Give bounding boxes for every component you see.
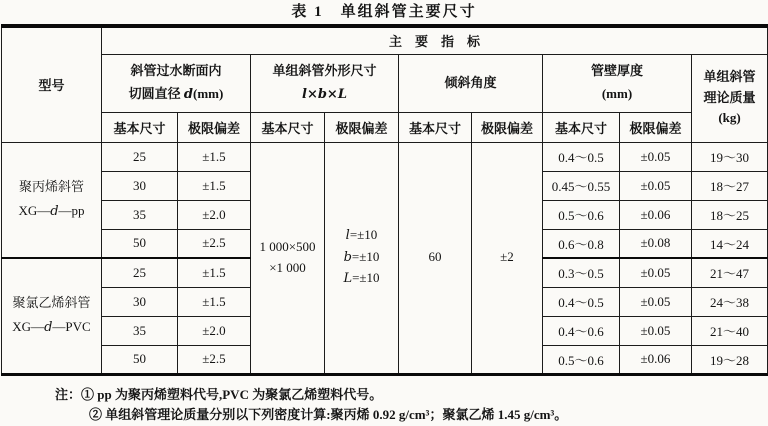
note1-text: pp 为聚丙烯塑料代号,PVC 为聚氯乙烯塑料代号。 — [94, 386, 383, 402]
d-dev-cell: ±2.0 — [178, 316, 251, 345]
wall-dev-cell: ±0.05 — [620, 142, 692, 171]
subheader-basic: 基本尺寸 — [251, 112, 325, 142]
d-basic-cell: 35 — [102, 200, 178, 229]
header-mass-line2: 理论质量 — [703, 89, 756, 105]
note2-text: 单组斜管理论质量分别以下列密度计算:聚丙烯 0.92 g/cm³；聚氯乙烯 1.45 g/cm³。 — [102, 406, 568, 422]
wall-dev-cell: ±0.08 — [620, 229, 692, 258]
mass-cell: 18～25 — [692, 200, 768, 229]
mass-cell: 19～28 — [692, 345, 768, 374]
mass-cell: 19～30 — [692, 142, 768, 171]
wall-cell: 0.5～0.6 — [543, 345, 620, 374]
header-wall-line2: (mm) — [601, 86, 633, 101]
mass-cell: 21～47 — [692, 258, 768, 287]
note1-number: ① — [81, 386, 95, 402]
model-cell-pvc — [2, 258, 102, 374]
note-label: 注： — [55, 386, 82, 402]
mass-cell: 14～24 — [692, 229, 768, 258]
subheader-limit: 极限偏差 — [472, 112, 543, 142]
header-model: 型号 — [2, 26, 102, 142]
header-shape — [251, 54, 399, 112]
footnote-2 — [55, 405, 768, 425]
header-wall — [543, 54, 692, 112]
model-code: XG—d—PVC — [12, 319, 91, 336]
d-dev-cell: ±2.5 — [178, 229, 251, 258]
subheader-basic: 基本尺寸 — [543, 112, 620, 142]
d-basic-cell: 30 — [102, 171, 178, 200]
subheader-basic: 基本尺寸 — [102, 112, 178, 142]
angle-limit-merged-cell: ±2 — [472, 142, 543, 374]
model-cell-pp — [2, 142, 102, 258]
wall-cell: 0.6～0.8 — [543, 229, 620, 258]
d-dev-cell: ±1.5 — [178, 171, 251, 200]
footnotes — [55, 385, 768, 425]
shape-limit-merged-cell: l=±10 b=±10 L=±10 — [325, 142, 399, 374]
d-basic-cell: 30 — [102, 287, 178, 316]
wall-cell: 0.4～0.5 — [543, 287, 620, 316]
d-dev-cell: ±2.0 — [178, 200, 251, 229]
wall-cell: 0.45～0.55 — [543, 171, 620, 200]
d-basic-cell: 25 — [102, 258, 178, 287]
header-mass — [692, 54, 768, 142]
d-basic-cell: 50 — [102, 229, 178, 258]
header-shape-line2: l×b×L — [302, 86, 347, 102]
header-angle: 倾斜角度 — [399, 54, 543, 112]
header-mass-line3: (kg) — [718, 110, 741, 126]
d-dev-cell: ±1.5 — [178, 287, 251, 316]
d-dev-cell: ±1.5 — [178, 258, 251, 287]
wall-dev-cell: ±0.06 — [620, 345, 692, 374]
header-wall-line1: 管壁厚度 — [590, 63, 643, 79]
wall-cell: 0.5～0.6 — [543, 200, 620, 229]
d-dev-cell: ±2.5 — [178, 345, 251, 374]
angle-basic-merged-cell: 60 — [399, 142, 472, 374]
wall-cell: 0.4～0.5 — [543, 142, 620, 171]
spec-table — [1, 24, 768, 376]
wall-dev-cell: ±0.05 — [620, 316, 692, 345]
header-diameter-line1: 斜管过水断面内 — [130, 62, 222, 78]
model-name: 聚丙烯斜管 — [18, 178, 84, 194]
model-name: 聚氯乙烯斜管 — [12, 294, 91, 310]
mass-cell: 24～38 — [692, 287, 768, 316]
wall-dev-cell: ±0.05 — [620, 258, 692, 287]
d-basic-cell: 25 — [102, 142, 178, 171]
wall-dev-cell: ±0.05 — [620, 171, 692, 200]
subheader-basic: 基本尺寸 — [399, 112, 472, 142]
footnote-1 — [55, 385, 768, 405]
header-shape-line1: 单组斜管外形尺寸 — [272, 62, 377, 78]
d-basic-cell: 50 — [102, 345, 178, 374]
header-diameter-line2: 切圆直径 d(mm) — [128, 85, 224, 102]
subheader-limit: 极限偏差 — [178, 112, 251, 142]
table-title: 表 1 单组斜管主要尺寸 — [291, 4, 477, 20]
wall-cell: 0.3～0.5 — [543, 258, 620, 287]
shape-basic-merged-cell: 1 000×500 ×1 000 — [251, 142, 325, 374]
model-code: XG—d—pp — [18, 203, 85, 220]
subheader-limit: 极限偏差 — [620, 112, 692, 142]
header-main-indicator: 主要指标 — [102, 26, 768, 54]
subheader-limit: 极限偏差 — [325, 112, 399, 142]
wall-dev-cell: ±0.05 — [620, 287, 692, 316]
header-diameter — [102, 54, 251, 112]
d-basic-cell: 35 — [102, 316, 178, 345]
mass-cell: 21～40 — [692, 316, 768, 345]
note2-number: ② — [89, 406, 103, 422]
d-dev-cell: ±1.5 — [178, 142, 251, 171]
wall-cell: 0.4～0.6 — [543, 316, 620, 345]
mass-cell: 18～27 — [692, 171, 768, 200]
wall-dev-cell: ±0.06 — [620, 200, 692, 229]
header-mass-line1: 单组斜管 — [703, 68, 756, 84]
